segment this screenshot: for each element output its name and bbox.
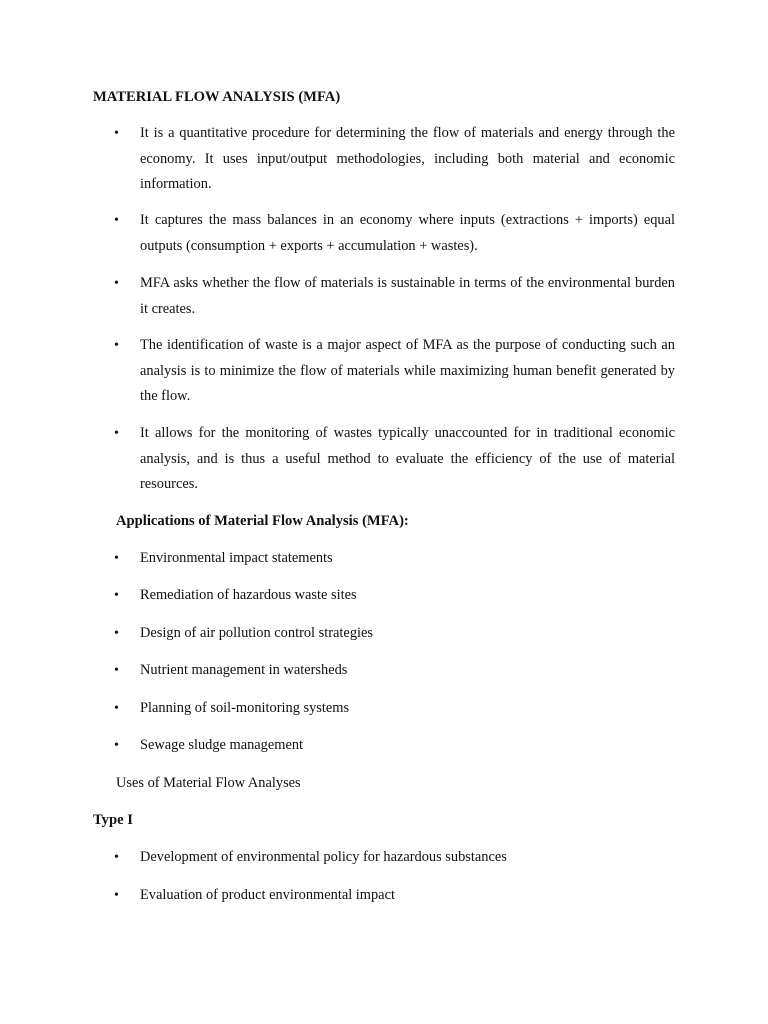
- bullet-text: It allows for the monitoring of wastes typically unaccounted for in traditional economic analysis, and is thus a useful method to evaluate the efficiency of the use of material resources.: [140, 425, 675, 492]
- bullet-text: It captures the mass balances in an economy where inputs (extractions + imports) equal outputs (consumption + exports + accumulation + wastes).: [140, 212, 675, 254]
- bullet-icon: •: [114, 850, 119, 865]
- list-item: [114, 658, 675, 684]
- bullet-icon: •: [114, 426, 119, 441]
- list-item: [114, 208, 675, 260]
- bullet-text: MFA asks whether the flow of materials is sustainable in terms of the environmental burden it creates.: [140, 275, 675, 317]
- list-item: [114, 421, 675, 499]
- bullet-icon: •: [114, 738, 119, 753]
- bullet-text: Evaluation of product environmental impact: [140, 887, 395, 903]
- list-item: [114, 121, 675, 199]
- list-item: [114, 733, 675, 759]
- bullet-text: Design of air pollution control strategies: [140, 625, 373, 641]
- bullet-icon: •: [114, 701, 119, 716]
- bullet-text: Development of environmental policy for hazardous substances: [140, 849, 507, 865]
- bullet-text: Sewage sludge management: [140, 737, 304, 753]
- list-item: [114, 271, 675, 323]
- bullet-icon: •: [114, 551, 119, 566]
- list-item: [114, 845, 675, 871]
- bullet-text: Remediation of hazardous waste sites: [140, 587, 357, 603]
- bullet-icon: •: [114, 276, 119, 291]
- applications-heading: Applications of Material Flow Analysis (MFA):: [116, 513, 409, 529]
- type-heading: Type I: [93, 812, 133, 828]
- bullet-icon: •: [114, 213, 119, 228]
- bullet-text: The identification of waste is a major aspect of MFA as the purpose of conducting such an analysis is to minimize the flow of materials while maximizing human benefit generated by the flow.: [140, 337, 675, 404]
- bullet-icon: •: [114, 126, 119, 141]
- bullet-text: Nutrient management in watersheds: [140, 662, 348, 678]
- bullet-icon: •: [114, 663, 119, 678]
- list-item: [114, 883, 675, 909]
- list-item: [114, 621, 675, 647]
- bullet-icon: •: [114, 626, 119, 641]
- bullet-text: It is a quantitative procedure for determining the flow of materials and energy through the economy. It uses input/output methodologies, including both material and economic information.: [140, 125, 675, 192]
- list-item: [114, 696, 675, 722]
- document-title: MATERIAL FLOW ANALYSIS (MFA): [93, 89, 341, 105]
- bullet-icon: •: [114, 588, 119, 603]
- bullet-icon: •: [114, 338, 119, 353]
- bullet-text: Environmental impact statements: [140, 550, 333, 566]
- list-item: [114, 583, 675, 609]
- bullet-text: Planning of soil-monitoring systems: [140, 700, 350, 716]
- list-item: [114, 333, 675, 411]
- bullet-icon: •: [114, 888, 119, 903]
- list-item: [114, 546, 675, 572]
- uses-heading: Uses of Material Flow Analyses: [116, 775, 301, 791]
